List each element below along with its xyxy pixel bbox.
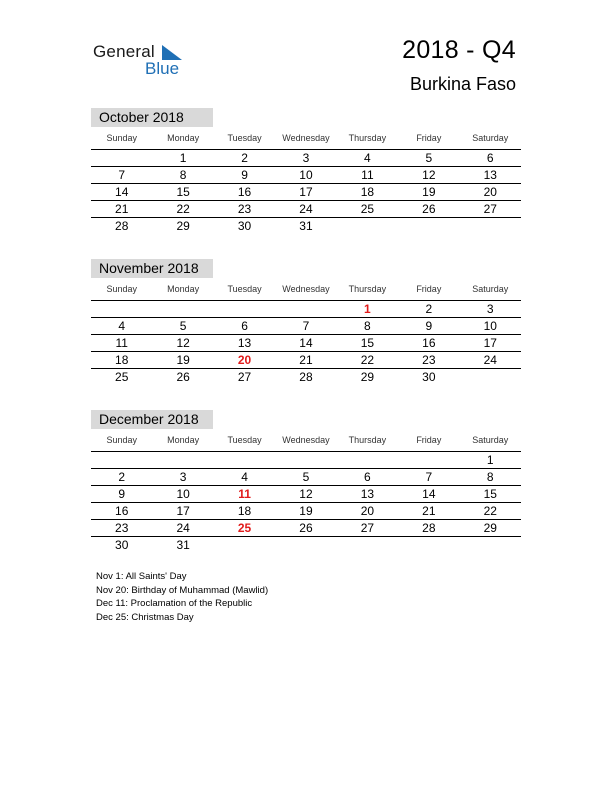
day-cell: 26 (422, 202, 436, 216)
day-cell (460, 218, 521, 235)
weekday-header: Monday (167, 133, 200, 143)
week-row (91, 167, 521, 184)
day-cell: 19 (176, 353, 190, 367)
day-cell (91, 150, 152, 166)
day-cell: 4 (241, 470, 248, 484)
weekday-header: Thursday (348, 284, 387, 294)
weekday-header-row (91, 130, 521, 150)
day-cell (91, 301, 152, 317)
day-cell: 10 (483, 319, 497, 333)
day-cell: 18 (360, 185, 375, 199)
week-row (91, 184, 521, 201)
day-cell: 17 (483, 336, 497, 350)
weekday-header: Sunday (106, 284, 137, 294)
day-cell: 11 (115, 336, 128, 350)
day-cell (91, 452, 152, 468)
weekday-header: Wednesday (282, 435, 330, 445)
day-cell: 27 (483, 202, 497, 216)
day-cell (398, 452, 459, 468)
day-cell: 28 (115, 219, 129, 233)
day-cell: 30 (115, 538, 129, 552)
day-cell: 21 (422, 504, 436, 518)
holiday-note: Dec 25: Christmas Day (96, 611, 194, 623)
day-cell: 10 (299, 168, 313, 182)
day-cell: 14 (299, 336, 313, 350)
day-cell: 28 (299, 370, 313, 384)
weekday-header: Monday (167, 284, 200, 294)
day-cell: 31 (299, 219, 313, 233)
week-row (91, 469, 521, 486)
day-cell: 24 (176, 521, 190, 535)
day-cell: 16 (237, 185, 252, 199)
day-cell (152, 301, 213, 317)
day-cell: 7 (302, 319, 310, 333)
day-cell: 24 (483, 353, 497, 367)
day-cell: 12 (176, 336, 190, 350)
day-cell: 23 (115, 521, 129, 535)
weekday-header: Saturday (472, 133, 509, 143)
day-cell: 31 (176, 538, 190, 552)
logo-general-text: General (93, 42, 155, 61)
weekday-header: Sunday (106, 435, 137, 445)
day-cell: 29 (483, 521, 497, 535)
week-row (91, 452, 521, 469)
holiday-notes (96, 570, 268, 624)
day-cell: 5 (425, 151, 433, 165)
day-cell: 29 (360, 370, 375, 384)
day-cell: 6 (364, 470, 371, 484)
day-cell: 21 (299, 353, 313, 367)
week-row (91, 486, 521, 503)
day-cell: 27 (360, 521, 375, 535)
logo-blue-text: Blue (145, 59, 180, 78)
day-cell: 18 (237, 504, 252, 518)
day-cell: 2 (241, 151, 248, 165)
weekday-header: Wednesday (282, 133, 330, 143)
day-cell (214, 301, 275, 317)
weekday-header: Friday (416, 284, 442, 294)
month-october (91, 108, 521, 235)
day-cell: 26 (299, 521, 313, 535)
day-cell: 5 (179, 319, 187, 333)
day-cell (214, 537, 275, 554)
day-cell: 2 (425, 302, 433, 316)
holiday-note: Nov 1: All Saints' Day (96, 571, 187, 582)
weekday-header-row (91, 432, 521, 452)
day-cell (398, 218, 459, 235)
weekday-header: Friday (416, 435, 442, 445)
day-cell: 16 (115, 504, 129, 518)
day-cell: 16 (422, 336, 436, 350)
day-cell: 28 (422, 521, 436, 535)
day-cell: 15 (360, 336, 375, 350)
day-cell: 30 (237, 219, 252, 233)
day-cell: 12 (422, 168, 436, 182)
day-cell: 6 (486, 151, 494, 165)
holiday-day-cell: 20 (237, 353, 252, 367)
day-cell: 10 (176, 487, 190, 501)
holiday-day-cell: 25 (237, 521, 252, 535)
day-cell (152, 452, 213, 468)
week-row (91, 301, 521, 318)
day-cell: 26 (176, 370, 190, 384)
day-cell: 3 (486, 302, 494, 316)
day-cell: 17 (176, 504, 190, 518)
month-label: November 2018 (91, 259, 213, 278)
page-title: 2018 - Q4 (402, 36, 516, 64)
week-row (91, 520, 521, 537)
day-cell: 12 (299, 487, 313, 501)
day-cell: 4 (364, 151, 371, 165)
week-row (91, 150, 521, 167)
country-name: Burkina Faso (409, 74, 516, 94)
day-cell: 13 (237, 336, 252, 350)
day-cell (460, 537, 521, 554)
week-row (91, 537, 521, 554)
day-cell: 13 (360, 487, 375, 501)
weekday-header: Sunday (106, 133, 137, 143)
day-cell: 3 (302, 151, 310, 165)
day-cell: 1 (179, 151, 187, 165)
day-cell: 15 (176, 185, 190, 199)
day-cell: 14 (115, 185, 129, 199)
day-cell: 9 (241, 168, 248, 182)
day-cell: 22 (176, 202, 190, 216)
day-cell: 17 (299, 185, 313, 199)
day-cell: 30 (422, 370, 436, 384)
month-december (91, 410, 521, 554)
day-cell: 15 (483, 487, 497, 501)
weekday-header-row (91, 281, 521, 301)
day-cell: 7 (425, 470, 433, 484)
day-cell (460, 369, 521, 386)
day-cell: 22 (483, 504, 497, 518)
day-cell (337, 537, 398, 554)
day-cell: 29 (176, 219, 190, 233)
holiday-day-cell: 1 (364, 302, 371, 316)
day-cell: 23 (237, 202, 252, 216)
day-cell: 1 (486, 453, 494, 467)
week-row (91, 218, 521, 235)
day-cell (214, 452, 275, 468)
day-cell (275, 537, 336, 554)
weekday-header: Thursday (348, 435, 387, 445)
day-cell: 13 (483, 168, 497, 182)
day-cell: 11 (361, 168, 374, 182)
day-cell: 20 (360, 504, 375, 518)
week-row (91, 369, 521, 386)
weekday-header: Tuesday (227, 133, 262, 143)
weekday-header: Monday (167, 435, 200, 445)
day-cell (398, 537, 459, 554)
day-cell: 4 (118, 319, 126, 333)
week-row (91, 201, 521, 218)
day-cell (275, 452, 336, 468)
day-cell: 5 (302, 470, 310, 484)
day-cell: 2 (118, 470, 126, 484)
day-cell: 6 (241, 319, 248, 333)
week-row (91, 318, 521, 335)
day-cell: 18 (115, 353, 129, 367)
day-cell: 20 (483, 185, 497, 199)
day-cell (337, 452, 398, 468)
weekday-header: Saturday (472, 435, 509, 445)
day-cell: 9 (425, 319, 433, 333)
day-cell: 27 (237, 370, 252, 384)
day-cell: 25 (115, 370, 129, 384)
weekday-header: Friday (416, 133, 442, 143)
generalblue-logo (93, 42, 203, 82)
logo-triangle-icon (162, 45, 182, 60)
holiday-note: Dec 11: Proclamation of the Republic (96, 598, 253, 609)
holiday-note: Nov 20: Birthday of Muhammad (Mawlid) (96, 584, 269, 596)
holiday-day-cell: 11 (238, 487, 251, 501)
day-cell: 19 (422, 185, 436, 199)
weekday-header: Tuesday (227, 435, 262, 445)
weekday-header: Saturday (472, 284, 509, 294)
day-cell: 8 (364, 319, 371, 333)
month-label: December 2018 (91, 410, 213, 429)
day-cell (337, 218, 398, 235)
day-cell: 3 (179, 470, 187, 484)
week-row (91, 335, 521, 352)
weekday-header: Tuesday (227, 284, 262, 294)
day-cell: 8 (179, 168, 187, 182)
day-cell: 24 (299, 202, 313, 216)
day-cell (275, 301, 336, 317)
day-cell: 21 (115, 202, 129, 216)
month-label: October 2018 (91, 108, 213, 127)
day-cell: 23 (422, 353, 436, 367)
weekday-header: Thursday (348, 133, 387, 143)
week-row (91, 352, 521, 369)
weekday-header: Wednesday (282, 284, 330, 294)
day-cell: 7 (118, 168, 126, 182)
day-cell: 25 (360, 202, 375, 216)
day-cell: 9 (118, 487, 126, 501)
week-row (91, 503, 521, 520)
day-cell: 22 (360, 353, 375, 367)
day-cell: 19 (299, 504, 313, 518)
day-cell: 14 (422, 487, 436, 501)
day-cell: 8 (486, 470, 494, 484)
month-november (91, 259, 521, 386)
